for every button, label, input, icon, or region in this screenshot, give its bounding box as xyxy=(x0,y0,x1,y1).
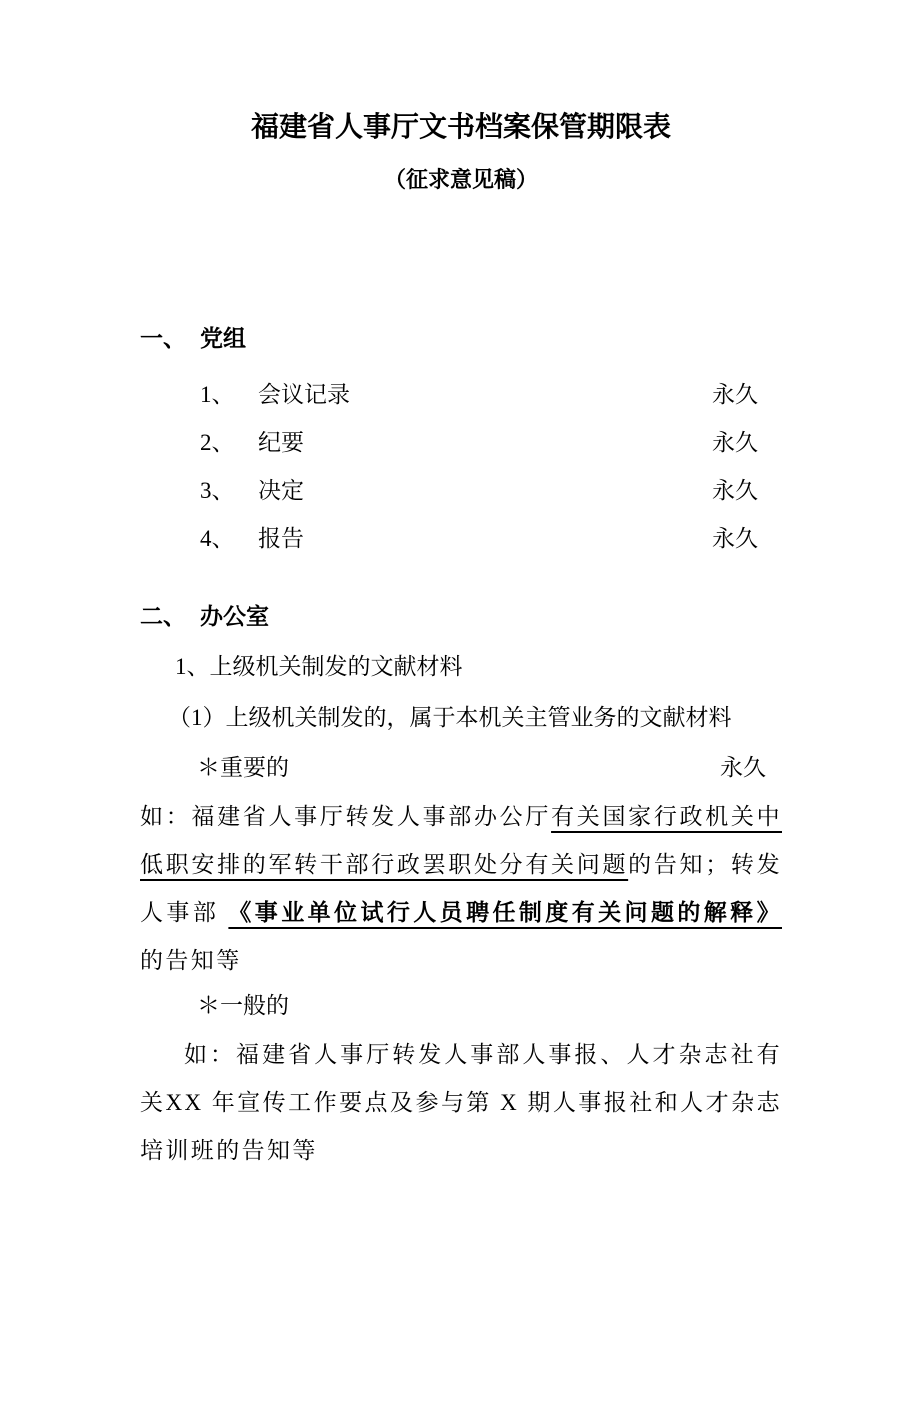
example-text-bold-underlined: 《事业单位试行人员聘任制度有关问题的解释》 xyxy=(228,900,782,925)
item-number: 1、 xyxy=(200,381,235,407)
table-row xyxy=(140,368,782,416)
retention-period: 永久 xyxy=(720,755,766,780)
section-title: 办公室 xyxy=(200,604,269,629)
sub-item-1: 1、上级机关制发的文献材料 xyxy=(175,654,463,679)
section-number: 二、 xyxy=(140,604,186,629)
retention-items-list xyxy=(140,368,782,560)
retention-period: 永久 xyxy=(712,381,758,407)
item-number: 3、 xyxy=(200,477,235,503)
item-label: 报告 xyxy=(258,525,304,551)
item-label: 决定 xyxy=(258,477,304,503)
important-label: ＊重要的 xyxy=(197,755,289,780)
document-page xyxy=(0,108,920,1410)
sub-item-1-1: （1）上级机关制发的，属于本机关主管业务的文献材料 xyxy=(168,705,732,730)
item-label: 纪要 xyxy=(258,429,304,455)
important-example-paragraph xyxy=(140,793,782,985)
section-heading-1 xyxy=(140,322,782,356)
item-label: 会议记录 xyxy=(258,381,350,407)
item-number: 2、 xyxy=(200,429,235,455)
example-text-underlined: 有关国家行政机关中低职安排的军转干部行政罢职处分有关问题 xyxy=(140,804,782,877)
section-title: 党组 xyxy=(200,326,246,351)
retention-period: 永久 xyxy=(712,429,758,455)
page-subtitle: （征求意见稿） xyxy=(383,167,538,192)
table-row xyxy=(140,416,782,464)
example-text: 如：福建省人事厅转发人事部办公厅 xyxy=(140,804,552,829)
general-example-paragraph: 如：福建省人事厅转发人事部人事报、人才杂志社有关XX 年宣传工作要点及参与第 X 期人事报社和人才杂志培训班的告知等 xyxy=(140,1042,782,1163)
general-label: ＊一般的 xyxy=(197,993,289,1018)
table-row xyxy=(140,512,782,560)
item-number: 4、 xyxy=(200,525,235,551)
general-row xyxy=(140,989,782,1023)
retention-period: 永久 xyxy=(712,477,758,503)
example-text: 的告知；转发人事部 xyxy=(140,852,782,925)
example-text: 的告知等 xyxy=(140,948,242,973)
table-row xyxy=(140,464,782,512)
section-heading-2 xyxy=(140,600,782,634)
page-title: 福建省人事厅文书档案保管期限表 xyxy=(250,112,671,143)
section-number: 一、 xyxy=(140,326,186,351)
important-row xyxy=(140,751,782,785)
retention-period: 永久 xyxy=(712,525,758,551)
